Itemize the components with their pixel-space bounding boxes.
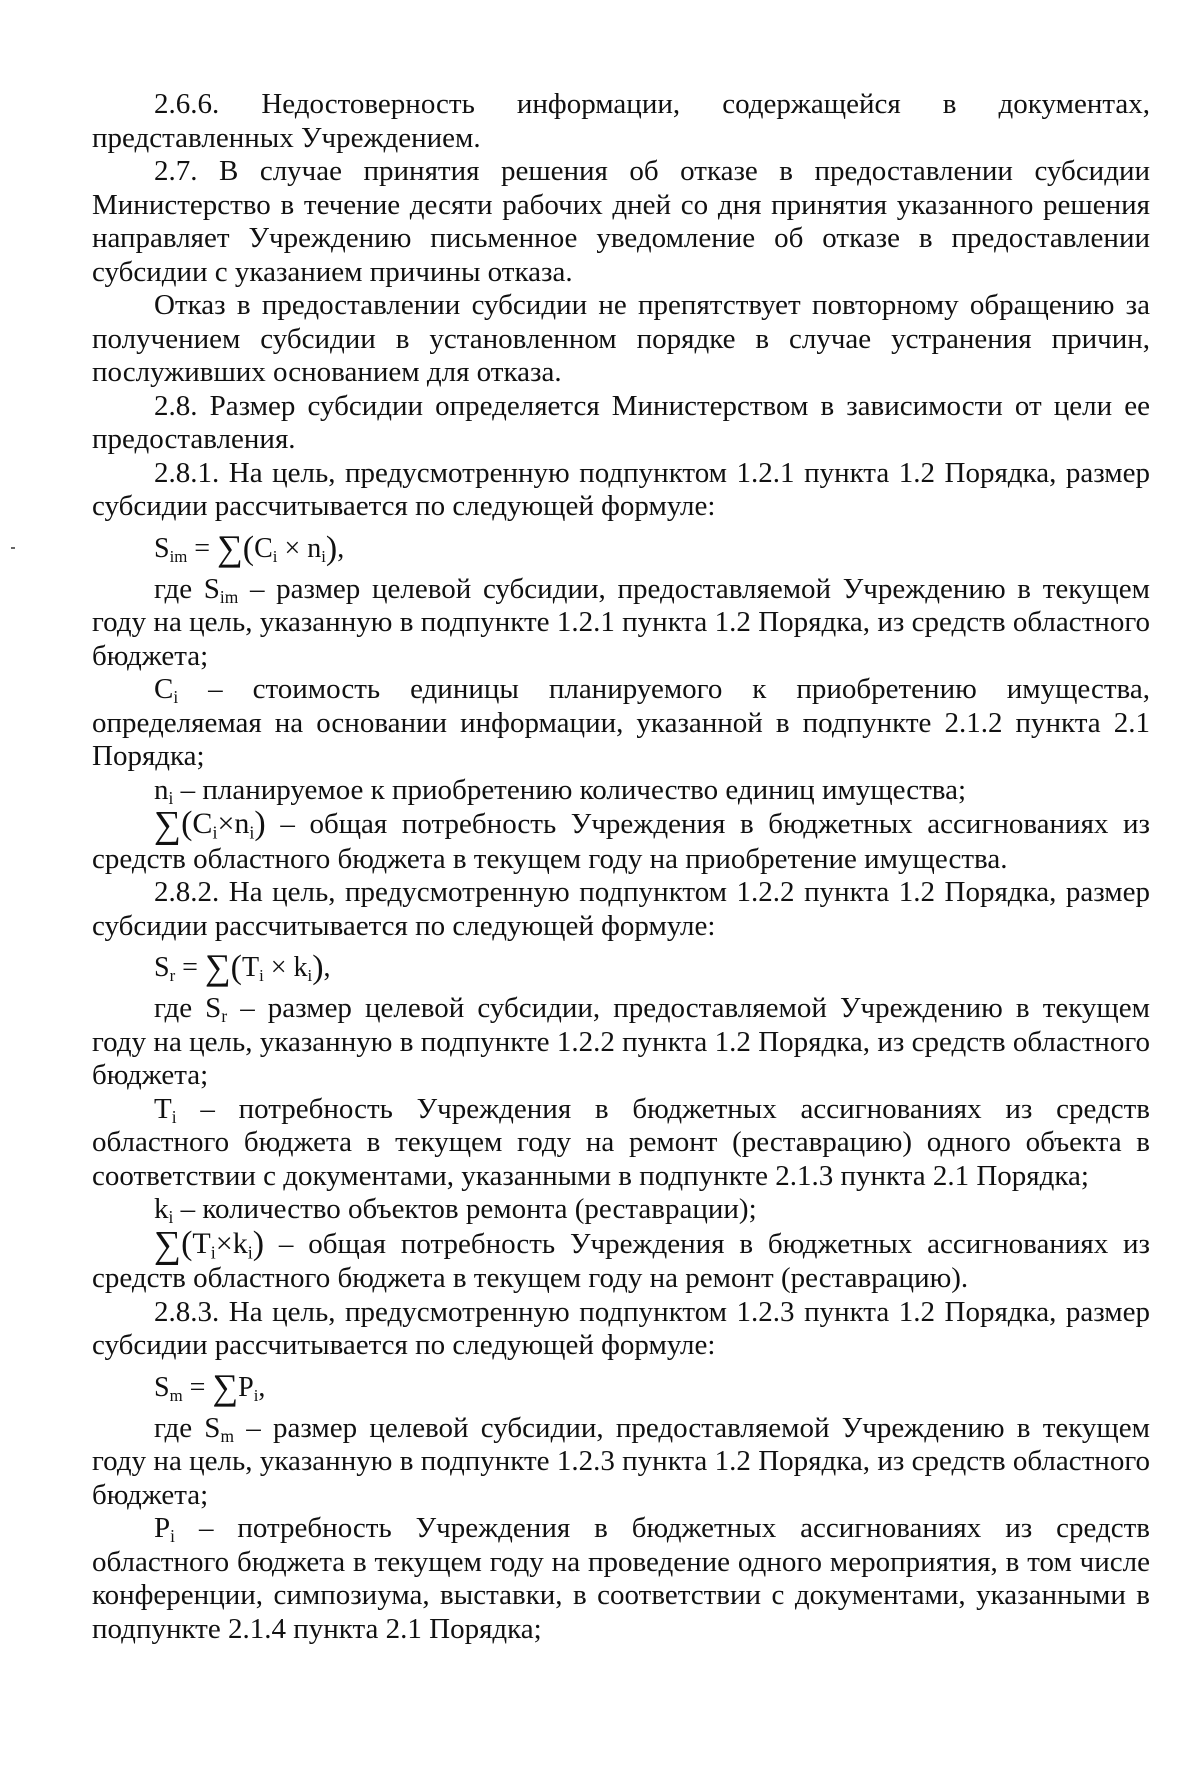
formula-sr: $S_r = \sum(T_i \times k_i)$, <box>154 947 331 987</box>
definition-sum-ci-ni: $\sum(C_i\times n_i)$ – общая потребность Учреждения в бюджетных ассигнованиях из средств областного бюджета в текущем году на приобретение имущества. <box>92 804 1150 875</box>
formula-sim: $S_{im} = \sum(C_i \times n_i)$, <box>154 527 345 568</box>
paragraph-2-8-2: 2.8.2. На цель, предусмотренную подпунктом 1.2.2 пункта 1.2 Порядка, размер субсидии рассчитывается по следующей формуле: <box>92 876 1150 942</box>
sum-formula-ti-ki: $\sum(T_i\times k_i)$ <box>154 1223 265 1266</box>
paragraph-2-6-6: 2.6.6. Недостоверность информации, содержащейся в документах, представленных Учреждением. <box>92 88 1150 154</box>
definition-sr: где $S_r$ – размер целевой субсидии, предоставляемой Учреждению в текущем году на цель, указанную в подпункте 1.2.2 пункта 1.2 Порядка, из средств областного бюджета; <box>92 992 1150 1091</box>
definition-ci: $C_i$ – стоимость единицы планируемого к приобретению имущества, определяемая на основании информации, указанной в подпункте 2.1.2 пункта 2.1 Порядка; <box>92 673 1150 772</box>
sum-formula-ci-ni: $\sum(C_i\times n_i)$ <box>154 804 266 846</box>
definition-ki: $k_i$ – количество объектов ремонта (реставрации); <box>154 1193 757 1228</box>
formula-sm: $S_m = \sum P_i$, <box>154 1366 266 1407</box>
sum-symbol: ∑ <box>204 947 231 987</box>
definition-sim: где $S_{im}$ – размер целевой субсидии, предоставляемой Учреждению в текущем году на цель, указанную в подпункте 1.2.1 пункта 1.2 Порядка, из средств областного бюджета; <box>92 572 1150 672</box>
paragraph-2-7: 2.7. В случае принятия решения об отказе в предоставлении субсидии Министерство в течение десяти рабочих дней со дня принятия указанного решения направляет Учреждению письменное уведомление об отказе в предоставлении субсидии с указанием причины отказа. <box>92 155 1150 288</box>
scan-artifact-mark <box>11 547 15 549</box>
definition-ni: $n_i$ – планируемое к приобретению количество единиц имущества; <box>154 773 967 808</box>
definition-ti: $T_i$ – потребность Учреждения в бюджетных ассигнованиях из средств областного бюджета в текущем году на ремонт (реставрацию) одного объекта в соответствии с документами, указанными в подпункте 2.1.3 пункта 2.1 Порядка; <box>92 1092 1150 1192</box>
definition-sm: где $S_m$ – размер целевой субсидии, предоставляемой Учреждению в текущем году на цель, указанную в подпункте 1.2.3 пункта 1.2 Порядка, из средств областного бюджета; <box>92 1411 1150 1511</box>
definition-sum-ti-ki: $\sum(T_i\times k_i)$ – общая потребность Учреждения в бюджетных ассигнованиях из средств областного бюджета в текущем году на ремонт (реставрацию). <box>92 1223 1150 1294</box>
definition-pi: $P_i$ – потребность Учреждения в бюджетных ассигнованиях из средств областного бюджета в текущем году на проведение одного мероприятия, в том числе конференции, симпозиума, выставки, в соответствии с документами, указанными в подпункте 2.1.4 пункта 2.1 Порядка; <box>92 1512 1150 1645</box>
sum-symbol: ∑ <box>212 1366 239 1407</box>
sum-symbol: ∑ <box>217 527 243 568</box>
paragraph-2-8: 2.8. Размер субсидии определяется Министерством в зависимости от цели ее предоставления. <box>92 389 1150 455</box>
paragraph-refusal: Отказ в предоставлении субсидии не препятствует повторному обращению за получением субсидии в установленном порядке в случае устранения причин, послуживших основанием для отказа. <box>92 289 1150 388</box>
paragraph-2-8-1: 2.8.1. На цель, предусмотренную подпунктом 1.2.1 пункта 1.2 Порядка, размер субсидии рассчитывается по следующей формуле: <box>92 456 1150 522</box>
paragraph-2-8-3: 2.8.3. На цель, предусмотренную подпунктом 1.2.3 пункта 1.2 Порядка, размер субсидии рассчитывается по следующей формуле: <box>92 1295 1150 1361</box>
